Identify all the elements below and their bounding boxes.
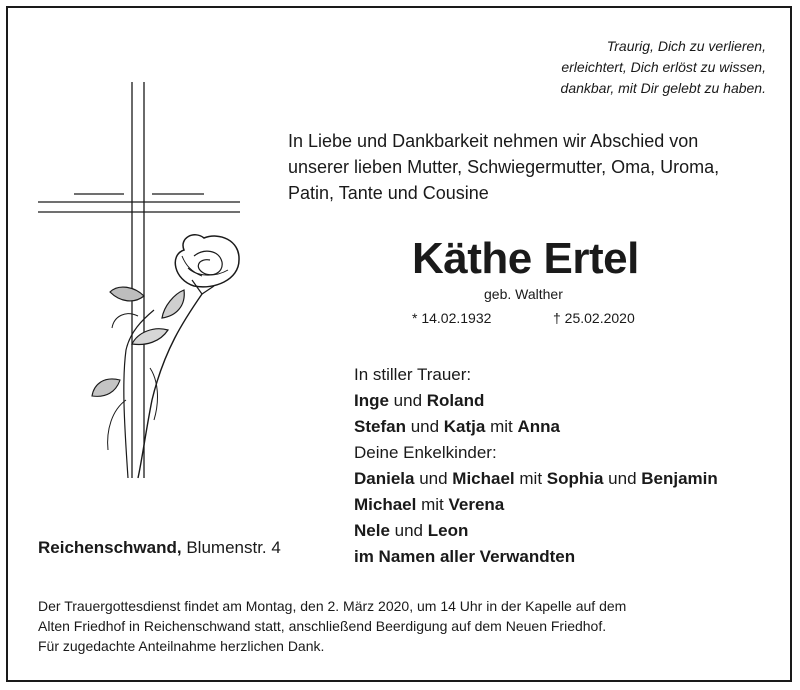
mourner-line: Inge und Roland [354,391,485,410]
funeral-details [38,596,768,656]
address [38,538,281,558]
mourner-line: Stefan und Katja mit Anna [354,417,560,436]
mourner-line: Daniela und Michael mit Sophia und Benjamin [354,469,718,488]
intro-text [288,128,768,206]
grandchildren-heading: Deine Enkelkinder: [354,443,497,462]
maiden-name: geb. Walther [484,286,563,302]
mourners-list [354,362,784,570]
intro-line: Patin, Tante und Cousine [288,183,489,203]
quote-line: dankbar, mit Dir gelebt zu haben. [560,80,766,96]
footer-line: Für zugedachte Anteilnahme herzlichen Dank. [38,638,325,654]
address-street: Blumenstr. 4 [181,538,281,557]
intro-line: unserer lieben Mutter, Schwiegermutter, Oma, Uroma, [288,157,720,177]
cross-and-rose-illustration [34,80,274,500]
quote-line: Traurig, Dich zu verlieren, [606,38,766,54]
intro-line: In Liebe und Dankbarkeit nehmen wir Abschied von [288,131,699,151]
death-date: † 25.02.2020 [553,310,635,326]
mourners-heading: In stiller Trauer: [354,365,472,384]
rose-icon [92,235,239,478]
address-town: Reichenschwand, [38,538,182,557]
birth-date: * 14.02.1932 [412,310,492,326]
footer-line: Alten Friedhof in Reichenschwand statt, anschließend Beerdigung auf dem Neuen Friedhof. [38,618,607,634]
cross-icon [38,82,240,478]
deceased-name: Käthe Ertel [412,234,639,283]
footer-line: Der Trauergottesdienst findet am Montag, den 2. März 2020, um 14 Uhr in der Kapelle auf dem [38,598,627,614]
mourner-line: Nele und Leon [354,521,469,540]
condolence-quote [446,36,766,99]
quote-line: erleichtert, Dich erlöst zu wissen, [561,59,766,75]
mourner-line: Michael mit Verena [354,495,505,514]
mourners-closing: im Namen aller Verwandten [354,547,576,566]
